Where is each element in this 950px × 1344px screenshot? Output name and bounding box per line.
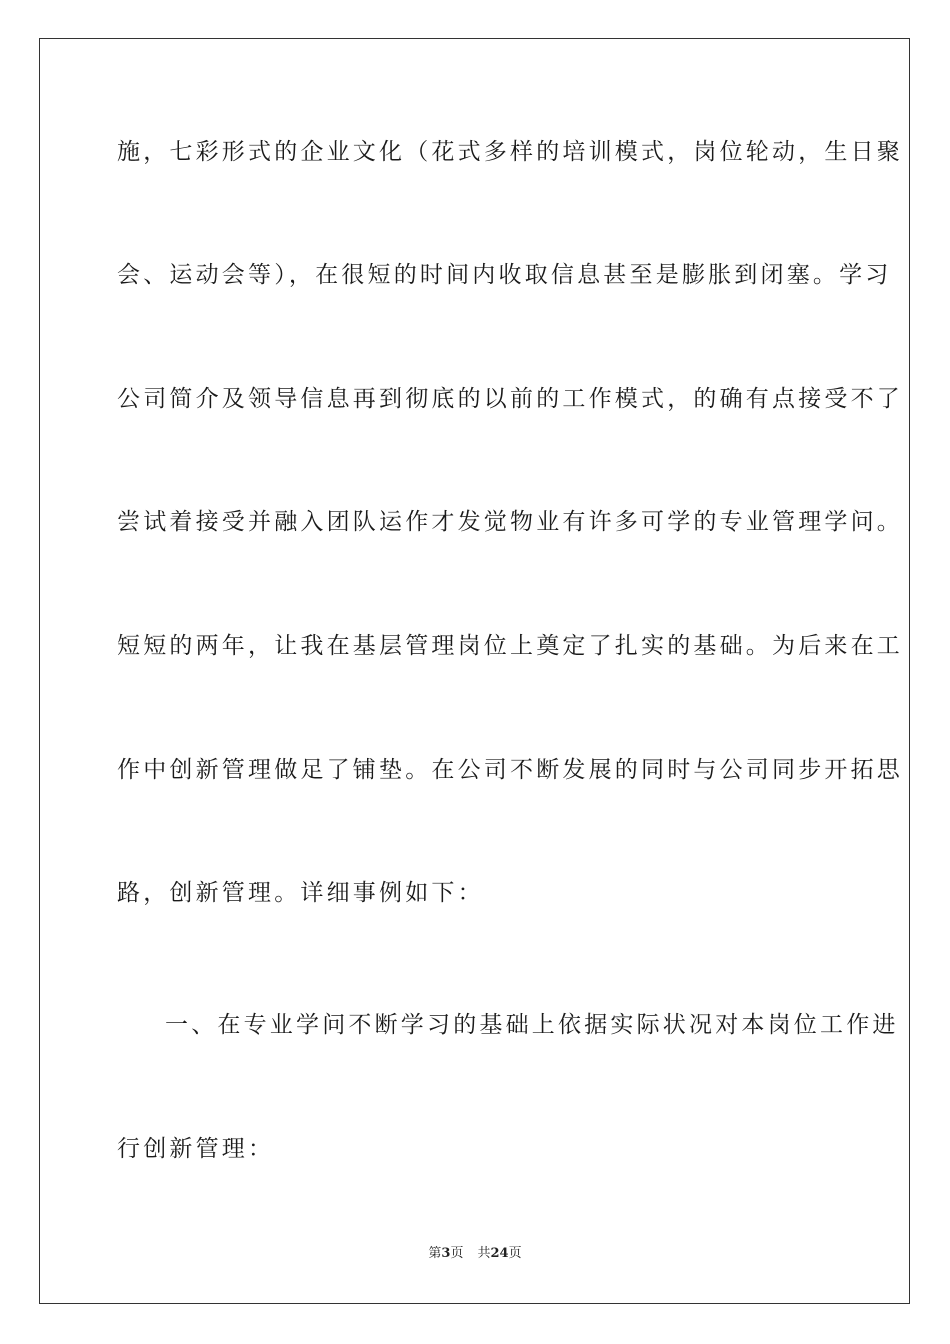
page-border [39,38,910,1304]
footer-page-suffix: 页 [450,1246,464,1261]
text-line: 公司简介及领导信息再到彻底的以前的工作模式，的确有点接受不了 [117,386,903,412]
text-line: 短短的两年，让我在基层管理岗位上奠定了扎实的基础。为后来在工 [117,633,903,659]
footer-page-number: 3 [441,1246,451,1261]
text-line: 作中创新管理做足了铺垫。在公司不断发展的同时与公司同步开拓思 [117,757,903,783]
page-footer [0,1245,950,1263]
footer-total-suffix: 页 [508,1246,522,1261]
text-line: 会、运动会等），在很短的时间内收取信息甚至是膨胀到闭塞。学习 [117,262,892,288]
footer-total-pages: 24 [490,1246,509,1261]
footer-total-prefix: 共 [477,1246,491,1261]
section-heading-line-continued: 行创新管理： [117,1136,275,1162]
text-line: 尝试着接受并融入团队运作才发觉物业有许多可学的专业管理学问。 [117,509,903,535]
text-line: 施，七彩形式的企业文化（花式多样的培训模式，岗位轮动，生日聚 [117,139,903,165]
footer-page-prefix: 第 [428,1246,442,1261]
text-line: 路，创新管理。详细事例如下： [117,880,484,906]
section-heading-line: 一、在专业学问不断学习的基础上依据实际状况对本岗位工作进 [165,1012,899,1038]
